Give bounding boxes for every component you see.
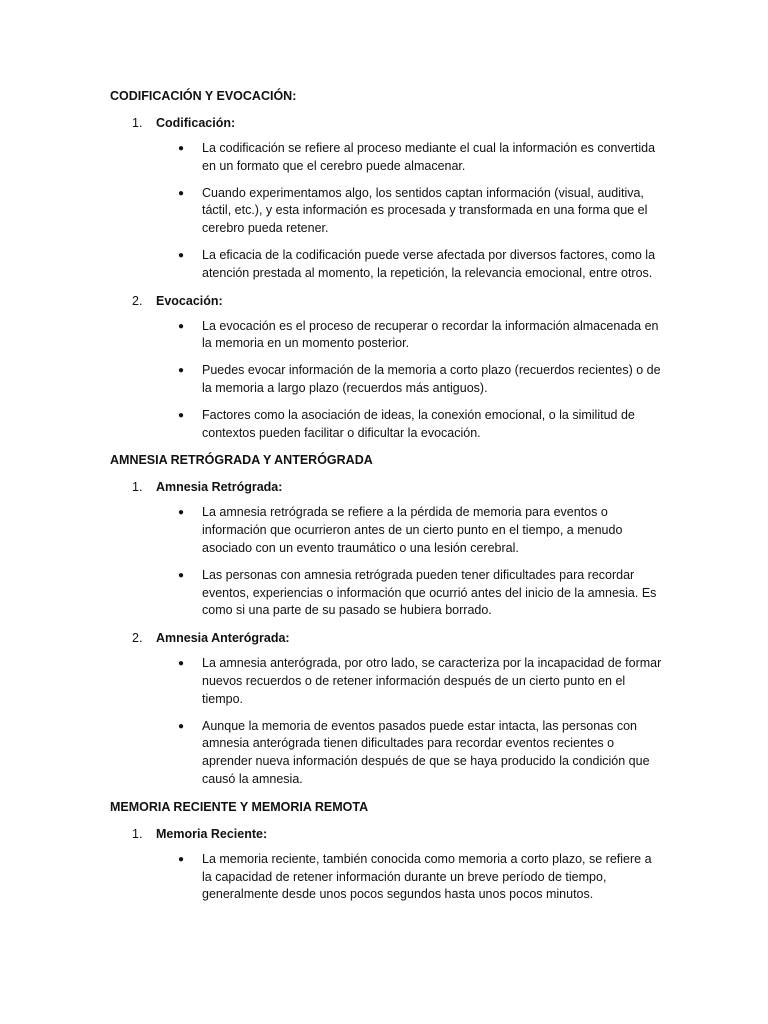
bullet-icon: ● — [178, 320, 185, 332]
subsection-amnesia-anterograda — [110, 629, 668, 789]
section-title: AMNESIA RETRÓGRADA Y ANTERÓGRADA — [110, 453, 373, 468]
bullet-list — [110, 318, 668, 443]
list-item — [110, 567, 668, 620]
bullet-icon: ● — [178, 187, 185, 199]
bullet-text: Aunque la memoria de eventos pasados puede estar intacta, las personas con amnesia anterógrada tienen dificultades para recordar eventos recientes o aprender nueva información después de que se haya producido la condición que causó la amnesia. — [202, 718, 650, 786]
bullet-icon: ● — [178, 720, 185, 732]
list-number: 1. — [132, 480, 143, 495]
subsection-heading — [110, 629, 668, 647]
bullet-text: Factores como la asociación de ideas, la conexión emocional, o la similitud de contextos pueden facilitar o dificultar la evocación. — [202, 407, 635, 440]
bullet-text: Puedes evocar información de la memoria a corto plazo (recuerdos recientes) o de la memoria a largo plazo (recuerdos más antiguos). — [202, 363, 661, 395]
bullet-icon: ● — [178, 507, 185, 519]
list-number: 1. — [132, 826, 143, 841]
list-number: 2. — [132, 293, 143, 308]
subsection-title: Amnesia Anterógrada: — [156, 631, 290, 646]
list-item — [110, 140, 668, 176]
subsection-title: Codificación: — [156, 116, 236, 130]
list-item — [110, 362, 668, 398]
bullet-list — [110, 504, 668, 620]
bullet-icon: ● — [178, 249, 185, 261]
section-memoria — [110, 798, 668, 904]
section-title: CODIFICACIÓN Y EVOCACIÓN: — [110, 89, 297, 103]
subsection-amnesia-retrograda — [110, 478, 668, 620]
list-item — [110, 504, 668, 557]
subsection-title: Evocación: — [156, 293, 223, 308]
bullet-text: La codificación se refiere al proceso mediante el cual la información es convertida en un formato que el cerebro puede almacenar. — [202, 141, 656, 173]
bullet-icon: ● — [178, 143, 185, 154]
subsection-title: Memoria Reciente: — [156, 826, 268, 841]
subsection-evocacion — [110, 292, 668, 443]
subsection-codificacion — [110, 114, 668, 283]
list-number: 1. — [132, 116, 143, 130]
subsection-heading — [110, 292, 668, 310]
bullet-list — [110, 140, 668, 283]
list-number: 2. — [132, 631, 143, 646]
list-item — [110, 655, 668, 708]
bullet-icon: ● — [178, 409, 185, 421]
bullet-text: La memoria reciente, también conocida como memoria a corto plazo, se refiere a la capacidad de retener información durante un breve período de tiempo, generalmente desde unos pocos segundos hasta unos pocos minutos. — [202, 851, 652, 902]
bullet-icon: ● — [178, 658, 185, 670]
bullet-text: La evocación es el proceso de recuperar o recordar la información almacenada en la memoria en un momento posterior. — [202, 318, 659, 351]
bullet-icon: ● — [178, 569, 185, 581]
list-item — [110, 718, 668, 789]
subsection-heading — [110, 114, 668, 132]
section-codificacion-evocacion — [110, 87, 668, 442]
bullet-text: Las personas con amnesia retrógrada pueden tener dificultades para recordar eventos, experiencias o información que ocurrió antes del inicio de la amnesia. Es como si una parte de su pasado se hubiera borrado. — [202, 567, 657, 618]
bullet-icon: ● — [178, 853, 185, 865]
list-item — [110, 318, 668, 354]
bullet-list — [110, 851, 668, 904]
list-item — [110, 247, 668, 283]
subsection-heading — [110, 825, 668, 843]
bullet-list — [110, 655, 668, 789]
bullet-text: Cuando experimentamos algo, los sentidos captan información (visual, auditiva, táctil, etc.), y esta información es procesada y transformada en una forma que el cerebro pueda retener. — [202, 185, 648, 236]
bullet-text: La amnesia retrógrada se refiere a la pérdida de memoria para eventos o información que ocurrieron antes de un cierto punto en el tiempo, a menudo asociado con un evento traumático o una lesión cerebral. — [202, 505, 623, 555]
subsection-title: Amnesia Retrógrada: — [156, 480, 283, 495]
section-title: MEMORIA RECIENTE Y MEMORIA REMOTA — [110, 799, 369, 814]
list-item — [110, 851, 668, 904]
subsection-memoria-reciente — [110, 825, 668, 904]
bullet-text: La eficacia de la codificación puede verse afectada por diversos factores, como la atención prestada al momento, la repetición, la relevancia emocional, entre otros. — [202, 247, 656, 280]
subsection-heading — [110, 478, 668, 496]
bullet-text: La amnesia anterógrada, por otro lado, se caracteriza por la incapacidad de formar nuevos recuerdos o de retener información después de un cierto punto en el tiempo. — [202, 656, 662, 706]
list-item — [110, 185, 668, 238]
section-amnesia — [110, 451, 668, 788]
list-item — [110, 407, 668, 443]
bullet-icon: ● — [178, 365, 185, 377]
